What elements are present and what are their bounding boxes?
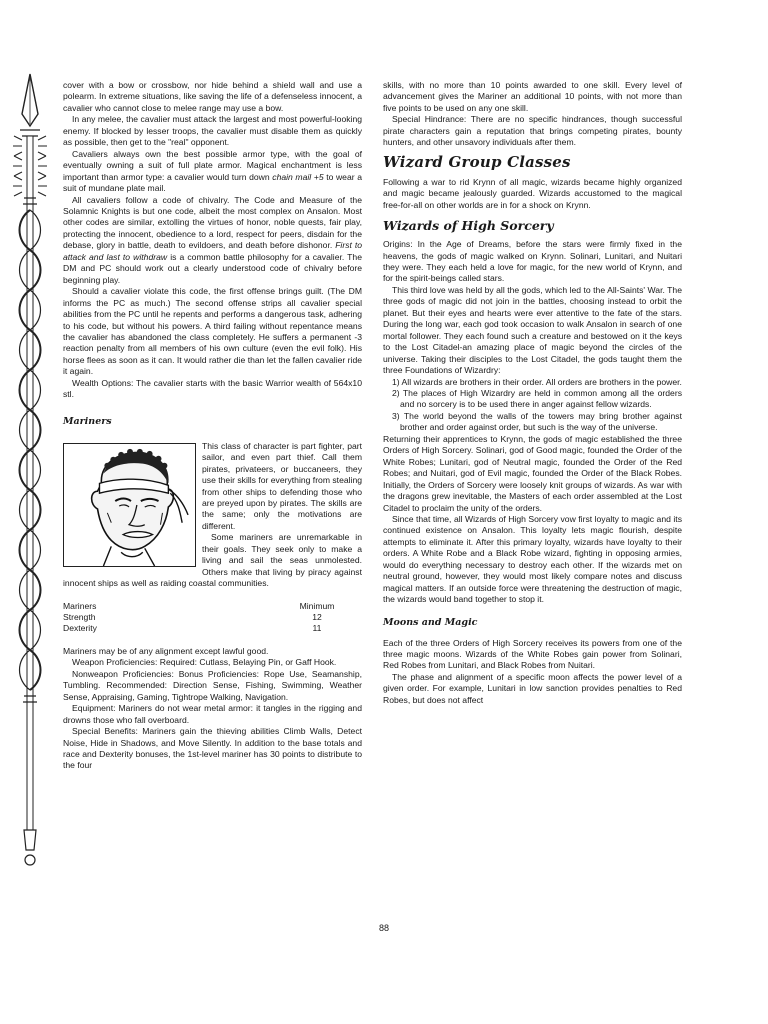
paragraph: Equipment: Mariners do not wear metal armor: it tangles in the rigging and drowns those who fall overboard.: [63, 703, 362, 725]
emphasis-first-attack: First to attack and last to withdraw: [63, 240, 362, 262]
requirements-min-label: Minimum: [299, 600, 335, 611]
spear-border-illustration: [8, 70, 52, 870]
paragraph: Special Hindrance: There are no specific hindrances, though successful pirate characters gain a reputation that brings competing pirates, bounty hunters, and other unsavory individuals after them.: [383, 114, 682, 148]
stat-value: 11: [312, 623, 322, 634]
table-row: [63, 623, 362, 634]
wizard-group-heading: Wizard Group Classes: [383, 152, 571, 171]
paragraph: The phase and alignment of a specific moon affects the power level of a given order. For example, Lunitari in low sanction provides penalties to Red Robes, but does not affect: [383, 671, 682, 705]
right-column: [383, 80, 682, 706]
foundation-item: 1) All wizards are brothers in their order. All orders are brothers in the power.: [392, 376, 682, 387]
mariners-unremarkable: Some mariners are unremarkable in their goals. They seek only to make a living and sail the seas unmolested. Others make that living by piracy against innocent ships as well as raiding coastal communities.: [63, 532, 362, 589]
paragraph: Special Benefits: Mariners gain the thieving abilities Climb Walls, Detect Noise, Hide in Shadows, and Move Silently. In addition to the base totals and race and Dexterity bonuses, the 1st-level mariner has 30 points to distribute to the four: [63, 726, 362, 771]
foundation-item: 2) The places of High Wizardry are held in common among all the orders and no sorcery is to be used there in anger against fellow wizards.: [392, 387, 682, 410]
left-column: [63, 80, 362, 772]
paragraph: Origins: In the Age of Dreams, before the stars were firmly fixed in the heavens, the gods of magic walked on Krynn. Solinari, Lunitari, and Nuitari they were. They each held a love for magic, for the new world of Krynn, and for the spirit-beings called stars.: [383, 239, 682, 284]
paragraph: Each of the three Orders of High Sorcery receives its powers from one of the three magic moons. Wizards of the White Robes gain power from Solinari, Red Robes from Lunitari, and Black Robes from Nuitari.: [383, 637, 682, 671]
paragraph: cover with a bow or crossbow, nor hide behind a shield wall and use a polearm. In extreme situations, like saving the life of a defenseless innocent, a cavalier who cannot close to melee range may use a bow.: [63, 80, 362, 113]
mariners-heading: Mariners: [63, 415, 112, 427]
moons-heading: Moons and Magic: [383, 616, 478, 628]
page-number: 88: [378, 923, 389, 933]
table-row: [63, 612, 362, 623]
mariners-intro: This class of character is part fighter, part sailor, and even part thief. Call them pirates, privateers, or buccaneers, they use their skills for everything from stealing from other ships to defending those who are preyed upon by pirates. The skills are the same; only the motivations are different.: [202, 440, 363, 531]
high-sorcery-heading: Wizards of High Sorcery: [383, 218, 554, 234]
paragraph: Cavaliers always own the best possible armor type, with the goal of eventually owning a suit of full plate armor. Magical enchantment is less important than armor type: a cavalier would turn down chain mail +5 to wear a suit of mundane plate mail.: [63, 148, 362, 194]
paragraph: All cavaliers follow a code of chivalry. The Code and Measure of the Solamnic Knights is but one code, albeit the most complex on Ansalon. Most other codes are similar, extolling the virtues of honor, noble quests, fair play, protecting the innocent, obedience to a lord, respect for peers, disdain for the debase, glory in battle, death to evildoers, and death before dishonor. First to attack and last to withdraw is a common battle philosophy for a cavalier. The DM and PC should work out a clearly understood code of chivalry before beginning play.: [63, 194, 362, 285]
stat-name: Dexterity: [63, 623, 97, 634]
mariner-portrait-image: [64, 444, 195, 566]
paragraph: Following a war to rid Krynn of all magic, wizards became highly organized and magic became jealously guarded. Wizards accustomed to the magical free-for-all on other worlds are in for a shock on Krynn.: [383, 176, 682, 210]
paragraph: Since that time, all Wizards of High Sorcery vow first loyalty to magic and its continued existence on Ansalon. This loyalty lets magic flourish, despite attempts to eliminate it. After this primary loyalty, wizards have loyalty to their orders. A White Robe and a Black Robe wizard, fighting in opposing armies, would do everything necessary to destroy each other. If the wizards met on neutral ground, however, they would most likely compare notes and discuss magical matters. If an outside force were threatening the destruction of magic, the wizards would band together to stop it.: [383, 513, 682, 605]
paragraph: Wealth Options: The cavalier starts with the basic Warrior wealth of 564x10 stl.: [63, 377, 362, 400]
paragraph: Returning their apprentices to Krynn, the gods of magic established the three Orders of High Sorcery. Solinari, god of Good magic, founded the Order of the White Robes; Lunitari, god of Neutral magic, founded the Order of the Red Robes; and Nuitari, god of Evil magic, founded the Order of the Black Robes. Initially, the Orders of Sorcery were loosely knit groups of wizards. As war with the dragons grew inevitable, the Masters of each order assembled at the Lost Citadel to proclaim the unity of the orders.: [383, 433, 682, 513]
paragraph: Nonweapon Proficiencies: Bonus Proficiencies: Rope Use, Seamanship, Tumbling. Recommended: Direction Sense, Fishing, Swimming, Weather Sense, Appraising, Gaming, Tightrope Walking, Navigation.: [63, 668, 362, 702]
mariner-portrait: [63, 443, 196, 567]
foundation-item: 3) The world beyond the walls of the towers may bring brother against brother and order against order, but such is the way of the universe.: [392, 410, 682, 433]
paragraph: Weapon Proficiencies: Required: Cutlass, Belaying Pin, or Gaff Hook.: [72, 657, 337, 668]
paragraph: This third love was held by all the gods, which led to the All-Saints' War. The three gods of magic did not join in the battles, choosing instead to orbit the planet. But their eyes and hearts were ever attentive to the fate of the stars. During the long war, each god took occasion to walk Ansalon in search of one mortal follower. They each found such a creature and bestowed on it the keys to the Lost Citadel-an amazing place of magic beyond the circles of the universe. Taking their disciples to the Lost Citadel, the gods taught them the three Foundations of Wizardry:: [383, 284, 682, 376]
requirements-header-row: [63, 601, 362, 612]
paragraph: Mariners may be of any alignment except lawful good.: [63, 645, 269, 656]
requirements-table: [63, 601, 362, 635]
stat-value: 12: [312, 612, 322, 623]
paragraph: skills, with no more than 10 points awarded to one skill. Every level of advancement gives the Mariner an additional 10 points, with not more than five points to be used on any one skill.: [383, 80, 682, 113]
paragraph: In any melee, the cavalier must attack the largest and most powerful-looking enemy. If blocked by lesser troops, the cavalier must disable them as quickly as possible, then get to the "real" opponent.: [63, 114, 362, 148]
stat-name: Strength: [63, 612, 96, 623]
emphasis-chain-mail: chain mail +5: [272, 171, 324, 182]
requirements-label: Mariners: [63, 600, 97, 611]
paragraph: Should a cavalier violate this code, the first offense brings guilt. (The DM informs the PC as much.) The second offense strips all cavalier special abilities from the PC until he repents and performs a dangerous task, adhering to his code, but without his powers. A third failing without repentance means the cavalier has abandoned the class completely. He suffers a permanent -3 reaction penalty from all members of his own culture (even the evil folk). His horse flees as soon as it can. It would rather die than let the fallen cavalier ride it again.: [63, 286, 362, 377]
